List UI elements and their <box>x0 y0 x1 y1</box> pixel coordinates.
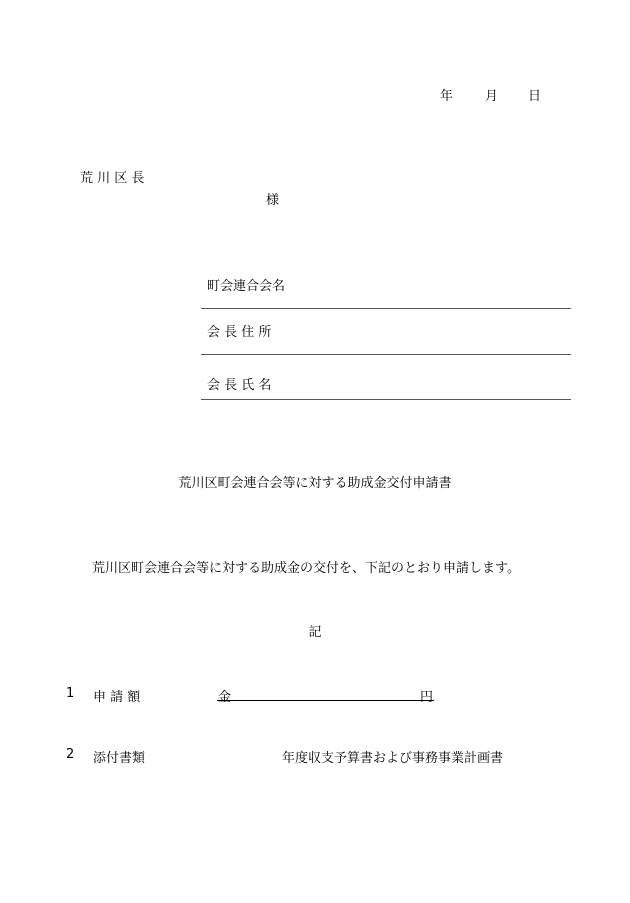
body-text: 荒川区町会連合会等に対する助成金の交付を、下記のとおり申請します。 <box>92 561 520 576</box>
date-day-label: 日 <box>528 89 542 104</box>
org-name-label: 町会連合会名 <box>207 279 286 294</box>
date-month-label: 月 <box>485 89 499 104</box>
president-name-label: 会 長 氏 名 <box>207 378 272 393</box>
attachment-list: 年度収支予算書および事務事業計画書 <box>282 751 504 766</box>
ki-heading: 記 <box>308 625 322 640</box>
amount-underline <box>217 700 434 701</box>
form-title: 荒川区町会連合会等に対する助成金交付申請書 <box>178 476 452 491</box>
president-address-label: 会 長 住 所 <box>207 325 272 340</box>
amount-prefix: 金 <box>218 690 232 705</box>
president-name-line <box>201 399 571 400</box>
honorific: 様 <box>266 193 280 208</box>
date-year-label: 年 <box>440 89 454 104</box>
org-name-line <box>201 308 571 309</box>
item-2-number: 2 <box>66 747 75 762</box>
item-2-label: 添付書類 <box>93 751 146 766</box>
amount-suffix: 円 <box>420 690 434 705</box>
president-address-line <box>201 354 571 355</box>
addressee: 荒 川 区 長 <box>80 171 145 186</box>
item-1-label: 申 請 額 <box>93 690 141 705</box>
item-1-number: 1 <box>66 686 75 701</box>
